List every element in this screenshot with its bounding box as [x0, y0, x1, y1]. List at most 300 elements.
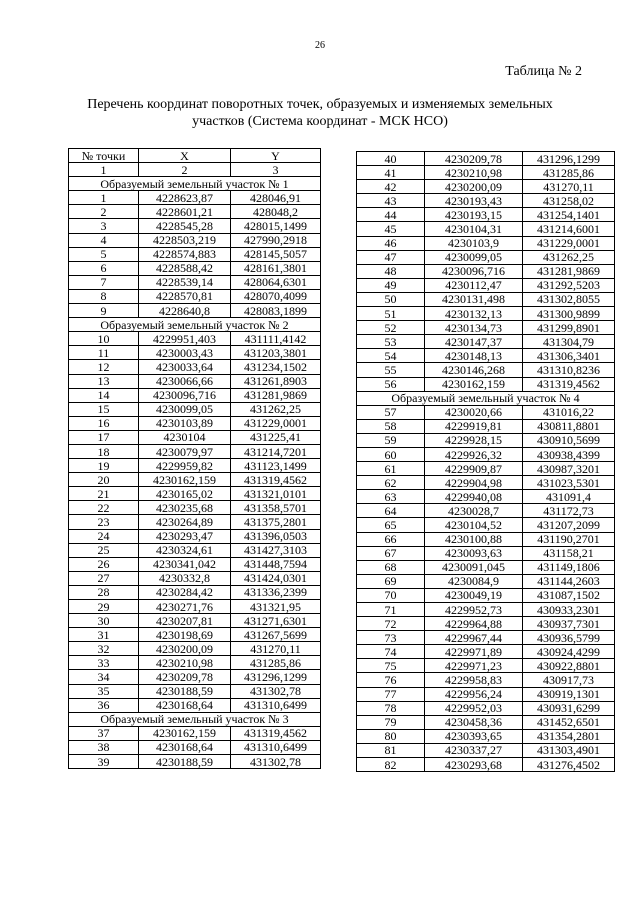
column-number: 1	[69, 163, 139, 177]
x-coordinate-cell: 4230093,63	[425, 546, 523, 560]
title-line-2: участков (Система координат - МСК НСО)	[192, 114, 448, 129]
table-row	[69, 332, 321, 346]
table-row	[357, 194, 615, 208]
x-coordinate-cell: 4230049,19	[425, 588, 523, 602]
x-coordinate-cell: 4230207,81	[139, 614, 231, 628]
y-coordinate-cell: 428070,4099	[231, 289, 321, 303]
table-row	[357, 222, 615, 236]
table-row	[69, 656, 321, 670]
table-row	[69, 304, 321, 318]
x-coordinate-cell: 4229956,24	[425, 687, 523, 701]
table-row	[357, 631, 615, 645]
x-coordinate-cell: 4229964,88	[425, 617, 523, 631]
x-coordinate-cell: 4230188,59	[139, 755, 231, 769]
y-coordinate-cell: 431427,3103	[231, 543, 321, 557]
point-number-cell: 20	[69, 473, 139, 487]
section-row	[69, 177, 321, 191]
point-number-cell: 24	[69, 529, 139, 543]
x-coordinate-cell: 4230193,15	[425, 208, 523, 222]
y-coordinate-cell: 430938,4399	[523, 447, 615, 461]
y-coordinate-cell: 431261,8903	[231, 374, 321, 388]
y-coordinate-cell: 430936,5799	[523, 631, 615, 645]
table-row	[69, 698, 321, 712]
point-number-cell: 62	[357, 476, 425, 490]
table-row	[357, 715, 615, 729]
column-header-x: X	[139, 149, 231, 163]
x-coordinate-cell: 4230033,64	[139, 360, 231, 374]
y-coordinate-cell: 431303,4901	[523, 743, 615, 757]
y-coordinate-cell: 431149,1806	[523, 560, 615, 574]
point-number-cell: 46	[357, 236, 425, 250]
x-coordinate-cell: 4230132,13	[425, 307, 523, 321]
x-coordinate-cell: 4229909,87	[425, 462, 523, 476]
x-coordinate-cell: 4230210,98	[425, 166, 523, 180]
table-row	[69, 275, 321, 289]
point-number-cell: 58	[357, 419, 425, 433]
x-coordinate-cell: 4230393,65	[425, 729, 523, 743]
point-number-cell: 74	[357, 645, 425, 659]
point-number-cell: 22	[69, 501, 139, 515]
table-row	[357, 603, 615, 617]
table-row	[357, 321, 615, 335]
y-coordinate-cell: 431302,78	[231, 684, 321, 698]
point-number-cell: 50	[357, 292, 425, 306]
x-coordinate-cell: 4230148,13	[425, 349, 523, 363]
x-coordinate-cell: 4230112,47	[425, 278, 523, 292]
point-number-cell: 31	[69, 628, 139, 642]
y-coordinate-cell: 431262,25	[523, 250, 615, 264]
y-coordinate-cell: 431172,73	[523, 504, 615, 518]
point-number-cell: 15	[69, 402, 139, 416]
table-row	[357, 518, 615, 532]
point-number-cell: 14	[69, 388, 139, 402]
x-coordinate-cell: 4230099,05	[139, 402, 231, 416]
table-row	[357, 405, 615, 419]
x-coordinate-cell: 4230104,52	[425, 518, 523, 532]
y-coordinate-cell: 431225,41	[231, 430, 321, 444]
x-coordinate-cell: 4229951,403	[139, 332, 231, 346]
table-row	[69, 670, 321, 684]
point-number-cell: 59	[357, 433, 425, 447]
y-coordinate-cell: 431271,6301	[231, 614, 321, 628]
y-coordinate-cell: 431023,5301	[523, 476, 615, 490]
section-label: Образуемый земельный участок № 4	[357, 391, 615, 405]
y-coordinate-cell: 431144,2603	[523, 574, 615, 588]
point-number-cell: 11	[69, 346, 139, 360]
x-coordinate-cell: 4230084,9	[425, 574, 523, 588]
y-coordinate-cell: 431302,8055	[523, 292, 615, 306]
x-coordinate-cell: 4230210,98	[139, 656, 231, 670]
table-row	[357, 588, 615, 602]
table-row	[357, 377, 615, 391]
point-number-cell: 63	[357, 490, 425, 504]
x-coordinate-cell: 4230209,78	[139, 670, 231, 684]
table-row	[357, 490, 615, 504]
y-coordinate-cell: 431306,3401	[523, 349, 615, 363]
point-number-cell: 5	[69, 247, 139, 261]
x-coordinate-cell: 4230193,43	[425, 194, 523, 208]
y-coordinate-cell: 431319,4562	[231, 726, 321, 740]
left-table-body	[69, 177, 321, 769]
x-coordinate-cell: 4230147,37	[425, 335, 523, 349]
x-coordinate-cell: 4230103,89	[139, 416, 231, 430]
x-coordinate-cell: 4230134,73	[425, 321, 523, 335]
point-number-cell: 52	[357, 321, 425, 335]
x-coordinate-cell: 4229952,03	[425, 701, 523, 715]
x-coordinate-cell: 4229919,81	[425, 419, 523, 433]
table-row	[357, 462, 615, 476]
x-coordinate-cell: 4230198,69	[139, 628, 231, 642]
table-row	[69, 557, 321, 571]
x-coordinate-cell: 4230003,43	[139, 346, 231, 360]
point-number-cell: 12	[69, 360, 139, 374]
x-coordinate-cell: 4230028,7	[425, 504, 523, 518]
point-number-cell: 10	[69, 332, 139, 346]
x-coordinate-cell: 4229971,23	[425, 659, 523, 673]
point-number-cell: 55	[357, 363, 425, 377]
y-coordinate-cell: 430922,8801	[523, 659, 615, 673]
x-coordinate-cell: 4230099,05	[425, 250, 523, 264]
y-coordinate-cell: 430919,1301	[523, 687, 615, 701]
title-line-1: Перечень координат поворотных точек, образуемых и изменяемых земельных	[87, 97, 553, 112]
y-coordinate-cell: 431214,6001	[523, 222, 615, 236]
x-coordinate-cell: 4230284,42	[139, 585, 231, 599]
y-coordinate-cell: 430933,2301	[523, 603, 615, 617]
point-number-cell: 51	[357, 307, 425, 321]
x-coordinate-cell: 4230146,268	[425, 363, 523, 377]
y-coordinate-cell: 431190,2701	[523, 532, 615, 546]
point-number-cell: 66	[357, 532, 425, 546]
table-row	[357, 236, 615, 250]
table-row	[357, 701, 615, 715]
y-coordinate-cell: 431270,11	[523, 180, 615, 194]
y-coordinate-cell: 431270,11	[231, 642, 321, 656]
y-coordinate-cell: 431358,5701	[231, 501, 321, 515]
y-coordinate-cell: 431123,1499	[231, 459, 321, 473]
x-coordinate-cell: 4230332,8	[139, 571, 231, 585]
point-number-cell: 77	[357, 687, 425, 701]
table-row	[357, 335, 615, 349]
y-coordinate-cell: 430924,4299	[523, 645, 615, 659]
y-coordinate-cell: 431299,8901	[523, 321, 615, 335]
table-row	[69, 571, 321, 585]
x-coordinate-cell: 4230020,66	[425, 405, 523, 419]
x-coordinate-cell: 4228601,21	[139, 205, 231, 219]
point-number-cell: 39	[69, 755, 139, 769]
x-coordinate-cell: 4228640,8	[139, 304, 231, 318]
table-row	[69, 755, 321, 769]
table-row	[357, 349, 615, 363]
x-coordinate-cell: 4229940,08	[425, 490, 523, 504]
table-row	[357, 307, 615, 321]
table-row	[69, 628, 321, 642]
point-number-cell: 43	[357, 194, 425, 208]
x-coordinate-cell: 4230162,159	[139, 473, 231, 487]
x-coordinate-cell: 4230131,498	[425, 292, 523, 306]
y-coordinate-cell: 431207,2099	[523, 518, 615, 532]
point-number-cell: 76	[357, 673, 425, 687]
x-coordinate-cell: 4230271,76	[139, 600, 231, 614]
x-coordinate-cell: 4230235,68	[139, 501, 231, 515]
table-row	[357, 758, 615, 772]
point-number-cell: 16	[69, 416, 139, 430]
y-coordinate-cell: 428083,1899	[231, 304, 321, 318]
x-coordinate-cell: 4229952,73	[425, 603, 523, 617]
table-row	[69, 247, 321, 261]
table-row	[69, 501, 321, 515]
point-number-cell: 40	[357, 152, 425, 166]
x-coordinate-cell: 4228623,87	[139, 191, 231, 205]
y-coordinate-cell: 431336,2399	[231, 585, 321, 599]
section-row	[69, 318, 321, 332]
point-number-cell: 8	[69, 289, 139, 303]
point-number-cell: 71	[357, 603, 425, 617]
point-number-cell: 75	[357, 659, 425, 673]
table-row	[357, 264, 615, 278]
x-coordinate-cell: 4230162,159	[139, 726, 231, 740]
point-number-cell: 78	[357, 701, 425, 715]
y-coordinate-cell: 430937,7301	[523, 617, 615, 631]
x-coordinate-cell: 4229967,44	[425, 631, 523, 645]
point-number-cell: 57	[357, 405, 425, 419]
y-coordinate-cell: 431016,22	[523, 405, 615, 419]
y-coordinate-cell: 431281,9869	[231, 388, 321, 402]
y-coordinate-cell: 431254,1401	[523, 208, 615, 222]
x-coordinate-cell: 4230458,36	[425, 715, 523, 729]
table-row	[69, 374, 321, 388]
table-row	[357, 645, 615, 659]
table-row	[69, 191, 321, 205]
point-number-cell: 1	[69, 191, 139, 205]
x-coordinate-cell: 4228539,14	[139, 275, 231, 289]
table-row	[69, 726, 321, 740]
point-number-cell: 36	[69, 698, 139, 712]
y-coordinate-cell: 431296,1299	[231, 670, 321, 684]
y-coordinate-cell: 431396,0503	[231, 529, 321, 543]
table-row	[357, 433, 615, 447]
point-number-cell: 60	[357, 447, 425, 461]
y-coordinate-cell: 431229,0001	[523, 236, 615, 250]
y-coordinate-cell: 431300,9899	[523, 307, 615, 321]
table-row	[69, 684, 321, 698]
x-coordinate-cell: 4230104,31	[425, 222, 523, 236]
table-row	[357, 743, 615, 757]
x-coordinate-cell: 4230188,59	[139, 684, 231, 698]
column-number: 2	[139, 163, 231, 177]
table-row	[69, 515, 321, 529]
table-row	[357, 659, 615, 673]
table-row	[69, 261, 321, 275]
table-row	[69, 289, 321, 303]
x-coordinate-cell: 4230096,716	[425, 264, 523, 278]
table-row	[69, 360, 321, 374]
point-number-cell: 82	[357, 758, 425, 772]
y-coordinate-cell: 430931,6299	[523, 701, 615, 715]
point-number-cell: 49	[357, 278, 425, 292]
table-row	[357, 673, 615, 687]
x-coordinate-cell: 4230200,09	[139, 642, 231, 656]
point-number-cell: 80	[357, 729, 425, 743]
table-row	[69, 600, 321, 614]
table-row	[357, 447, 615, 461]
table-row	[357, 152, 615, 166]
x-coordinate-cell: 4229971,89	[425, 645, 523, 659]
column-header-point: № точки	[69, 149, 139, 163]
table-row	[357, 166, 615, 180]
x-coordinate-cell: 4230079,97	[139, 444, 231, 458]
column-number: 3	[231, 163, 321, 177]
y-coordinate-cell: 431321,95	[231, 600, 321, 614]
x-coordinate-cell: 4230066,66	[139, 374, 231, 388]
y-coordinate-cell: 431424,0301	[231, 571, 321, 585]
y-coordinate-cell: 431319,4562	[231, 473, 321, 487]
point-number-cell: 67	[357, 546, 425, 560]
table-row	[357, 363, 615, 377]
table-label: Таблица № 2	[505, 64, 582, 79]
section-row	[357, 391, 615, 405]
y-coordinate-cell: 428064,6301	[231, 275, 321, 289]
table-row	[69, 543, 321, 557]
point-number-cell: 53	[357, 335, 425, 349]
x-coordinate-cell: 4228574,883	[139, 247, 231, 261]
table-row	[357, 729, 615, 743]
x-coordinate-cell: 4230162,159	[425, 377, 523, 391]
x-coordinate-cell: 4230293,68	[425, 758, 523, 772]
x-coordinate-cell: 4228503,219	[139, 233, 231, 247]
x-coordinate-cell: 4228570,81	[139, 289, 231, 303]
x-coordinate-cell: 4230264,89	[139, 515, 231, 529]
table-row	[69, 614, 321, 628]
table-row	[357, 504, 615, 518]
point-number-cell: 42	[357, 180, 425, 194]
page-number: 26	[315, 40, 325, 51]
x-coordinate-cell: 4229928,15	[425, 433, 523, 447]
y-coordinate-cell: 431281,9869	[523, 264, 615, 278]
point-number-cell: 6	[69, 261, 139, 275]
point-number-cell: 68	[357, 560, 425, 574]
point-number-cell: 17	[69, 430, 139, 444]
y-coordinate-cell: 431296,1299	[523, 152, 615, 166]
table-row	[357, 687, 615, 701]
x-coordinate-cell: 4230168,64	[139, 698, 231, 712]
y-coordinate-cell: 431310,8236	[523, 363, 615, 377]
x-coordinate-cell: 4230324,61	[139, 543, 231, 557]
y-coordinate-cell: 430917,73	[523, 673, 615, 687]
point-number-cell: 61	[357, 462, 425, 476]
y-coordinate-cell: 431158,21	[523, 546, 615, 560]
header-row	[69, 149, 321, 163]
x-coordinate-cell: 4230200,09	[425, 180, 523, 194]
y-coordinate-cell: 431267,5699	[231, 628, 321, 642]
table-row	[69, 388, 321, 402]
table-row	[69, 430, 321, 444]
y-coordinate-cell: 431091,4	[523, 490, 615, 504]
y-coordinate-cell: 431262,25	[231, 402, 321, 416]
point-number-cell: 37	[69, 726, 139, 740]
point-number-cell: 9	[69, 304, 139, 318]
point-number-cell: 32	[69, 642, 139, 656]
y-coordinate-cell: 431448,7594	[231, 557, 321, 571]
point-number-cell: 33	[69, 656, 139, 670]
table-row	[69, 740, 321, 754]
point-number-cell: 25	[69, 543, 139, 557]
x-coordinate-cell: 4230091,045	[425, 560, 523, 574]
y-coordinate-cell: 431354,2801	[523, 729, 615, 743]
y-coordinate-cell: 428161,3801	[231, 261, 321, 275]
y-coordinate-cell: 431285,86	[231, 656, 321, 670]
y-coordinate-cell: 430811,8801	[523, 419, 615, 433]
coordinates-table-right	[356, 151, 615, 772]
point-number-cell: 81	[357, 743, 425, 757]
point-number-cell: 45	[357, 222, 425, 236]
table-row	[357, 250, 615, 264]
point-number-cell: 70	[357, 588, 425, 602]
table-row	[69, 219, 321, 233]
point-number-cell: 56	[357, 377, 425, 391]
y-coordinate-cell: 431304,79	[523, 335, 615, 349]
x-coordinate-cell: 4230209,78	[425, 152, 523, 166]
y-coordinate-cell: 431302,78	[231, 755, 321, 769]
y-coordinate-cell: 431229,0001	[231, 416, 321, 430]
right-table-body	[357, 152, 615, 772]
point-number-cell: 4	[69, 233, 139, 247]
y-coordinate-cell: 431292,5203	[523, 278, 615, 292]
table-row	[69, 402, 321, 416]
table-row	[69, 642, 321, 656]
point-number-cell: 48	[357, 264, 425, 278]
x-coordinate-cell: 4230104	[139, 430, 231, 444]
table-row	[357, 476, 615, 490]
x-coordinate-cell: 4228588,42	[139, 261, 231, 275]
table-row	[357, 419, 615, 433]
table-row	[69, 444, 321, 458]
point-number-cell: 35	[69, 684, 139, 698]
point-number-cell: 7	[69, 275, 139, 289]
column-header-y: Y	[231, 149, 321, 163]
section-row	[69, 712, 321, 726]
y-coordinate-cell: 428046,91	[231, 191, 321, 205]
table-row	[69, 205, 321, 219]
table-row	[69, 529, 321, 543]
y-coordinate-cell: 431285,86	[523, 166, 615, 180]
point-number-cell: 79	[357, 715, 425, 729]
x-coordinate-cell: 4230293,47	[139, 529, 231, 543]
x-coordinate-cell: 4230165,02	[139, 487, 231, 501]
table-row	[69, 346, 321, 360]
section-label: Образуемый земельный участок № 1	[69, 177, 321, 191]
point-number-cell: 29	[69, 600, 139, 614]
x-coordinate-cell: 4229926,32	[425, 447, 523, 461]
point-number-cell: 13	[69, 374, 139, 388]
point-number-cell: 41	[357, 166, 425, 180]
point-number-cell: 38	[69, 740, 139, 754]
point-number-cell: 65	[357, 518, 425, 532]
coordinates-table-left	[68, 148, 321, 769]
table-row	[69, 233, 321, 247]
y-coordinate-cell: 427990,2918	[231, 233, 321, 247]
table-row	[69, 585, 321, 599]
point-number-cell: 23	[69, 515, 139, 529]
y-coordinate-cell: 428145,5057	[231, 247, 321, 261]
table-row	[357, 546, 615, 560]
table-row	[69, 487, 321, 501]
y-coordinate-cell: 431234,1502	[231, 360, 321, 374]
x-coordinate-cell: 4230096,716	[139, 388, 231, 402]
y-coordinate-cell: 431214,7201	[231, 444, 321, 458]
y-coordinate-cell: 428048,2	[231, 205, 321, 219]
point-number-cell: 72	[357, 617, 425, 631]
y-coordinate-cell: 431258,02	[523, 194, 615, 208]
